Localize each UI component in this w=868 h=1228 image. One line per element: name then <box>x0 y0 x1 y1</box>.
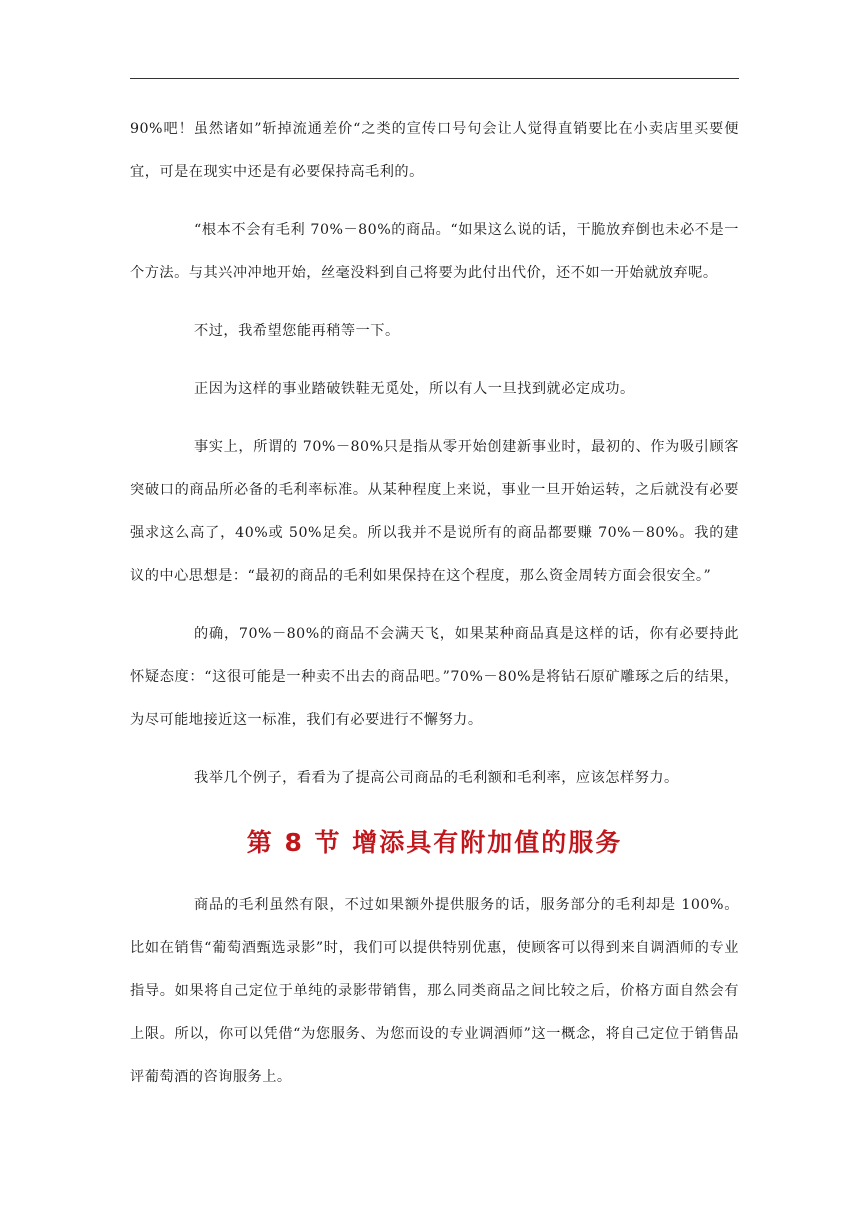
paragraph-service: 商品的毛利虽然有限，不过如果额外提供服务的话，服务部分的毛利却是 100%。比如在销售“葡萄酒甄选录影”时，我们可以提供特别优惠，使顾客可以得到来自调酒师的专业指导。如果将自己定位于单纯的录影带销售，那么同类商品之间比较之后，价格方面自然会有上限。所以，你可以凭借“为您服务、为您而设的专业调酒师”这一概念，将自己定位于销售品评葡萄酒的咨询服务上。 <box>130 897 739 1085</box>
paragraph-examples: 我举几个例子，看看为了提高公司商品的毛利额和毛利率，应该怎样努力。 <box>194 770 679 786</box>
paragraph-indeed: 的确，70%－80%的商品不会满天飞，如果某种商品真是这样的话，你有必要持此怀疑态度：“这很可能是一种卖不出去的商品吧。”70%－80%是将钻石原矿雕琢之后的结果，为尽可能地接近这一标准，我们有必要进行不懈努力。 <box>130 626 739 728</box>
paragraph-success: 正因为这样的事业踏破铁鞋无觅处，所以有人一旦找到就必定成功。 <box>194 381 635 397</box>
paragraph-wait: 不过，我希望您能再稍等一下。 <box>194 323 400 339</box>
document-body <box>130 108 739 1099</box>
paragraph-quote-margin: “根本不会有毛利 70%－80%的商品。“如果这么说的话，干脆放弃倒也未必不是一个方法。与其兴冲冲地开始，丝毫没料到自己将要为此付出代价，还不如一开始就放弃呢。 <box>130 222 739 281</box>
paragraph-fact: 事实上，所谓的 70%－80%只是指从零开始创建新事业时，最初的、作为吸引顾客突破口的商品所必备的毛利率标准。从某种程度上来说，事业一旦开始运转，之后就没有必要强求这么高了，40%或 50%足矣。所以我并不是说所有的商品都要赚 70%－80%。我的建议的中心思想是：“最初的商品的毛利如果保持在这个程度，那么资金周转方面会很安全。” <box>130 439 739 584</box>
paragraph-continuation: 90%吧！虽然诸如”斩掉流通差价“之类的宣传口号句会让人觉得直销要比在小卖店里买要便宜，可是在现实中还是有必要保持高毛利的。 <box>130 121 739 180</box>
header-rule <box>130 78 739 79</box>
section-heading: 第 8 节 增添具有附加值的服务 <box>246 828 623 857</box>
